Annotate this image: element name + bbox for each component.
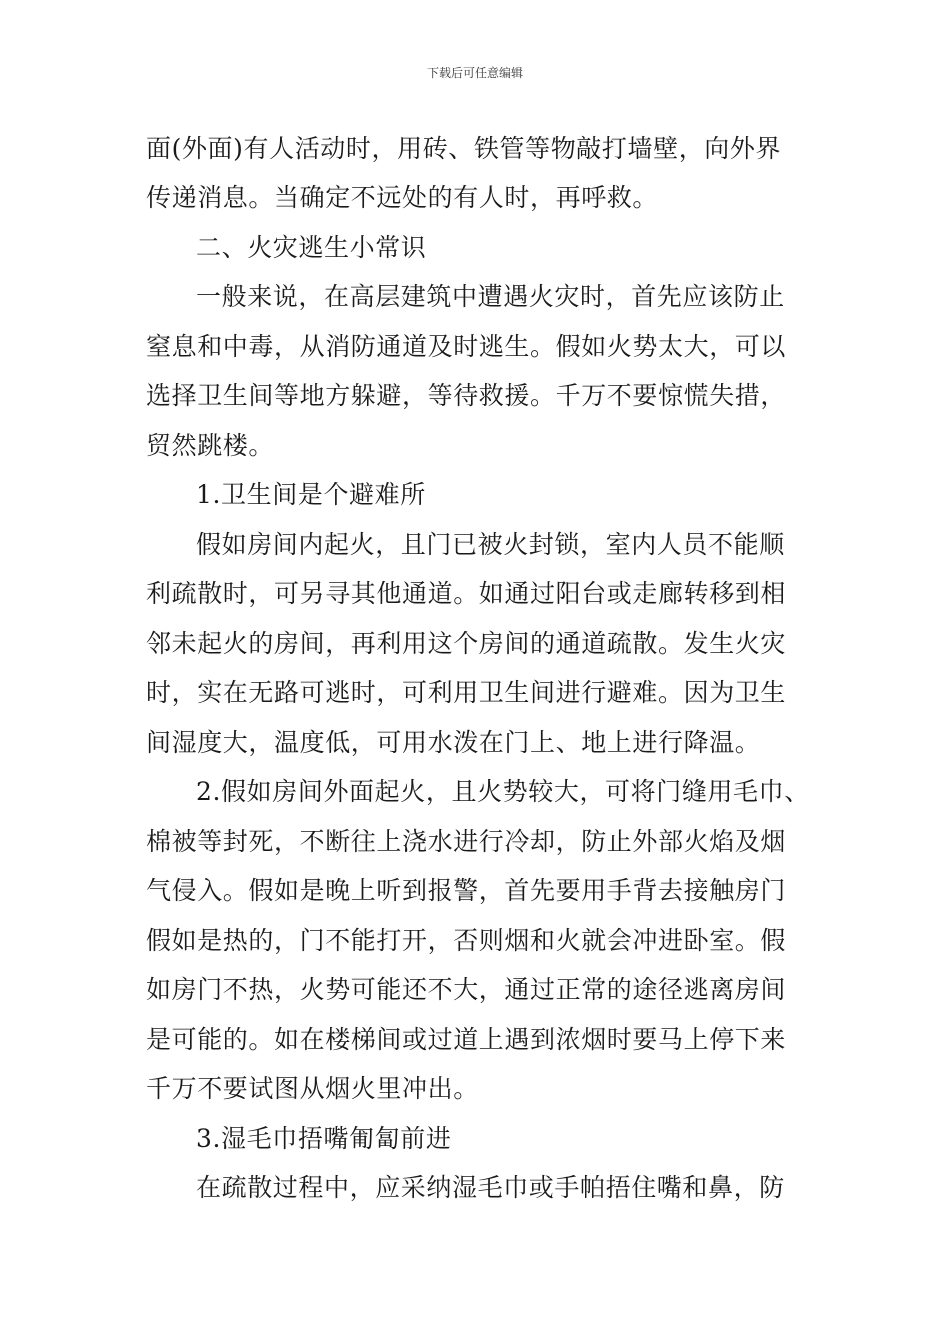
- body-line: 利疏散时，可另寻其他通道。如通过阳台或走廊转移到相: [146, 579, 787, 608]
- body-line: 传递消息。当确定不远处的有人时，再呼救。: [146, 183, 659, 212]
- body-line: 气侵入。假如是晚上听到报警，首先要用手背去接触房门: [146, 876, 787, 905]
- body-line: 选择卫生间等地方躲避，等待救援。千万不要惊慌失措，: [146, 381, 787, 410]
- body-line: 棉被等封死，不断往上浇水进行冷却，防止外部火焰及烟: [146, 827, 787, 856]
- subsection-heading: 3.湿毛巾捂嘴匍匐前进: [196, 1124, 452, 1153]
- body-line: 是可能的。如在楼梯间或过道上遇到浓烟时要马上停下来: [146, 1025, 787, 1054]
- body-line: 面(外面)有人活动时，用砖、铁管等物敲打墙壁，向外界: [146, 134, 782, 163]
- body-line: 假如是热的，门不能打开，否则烟和火就会冲进卧室。假: [146, 926, 787, 955]
- body-line: 假如房间内起火，且门已被火封锁，室内人员不能顺: [196, 530, 785, 559]
- body-line: 如房门不热，火势可能还不大，通过正常的途径逃离房间: [146, 975, 787, 1004]
- body-line: 一般来说，在高层建筑中遭遇火灾时，首先应该防止: [196, 282, 785, 311]
- body-line: 时，实在无路可逃时，可利用卫生间进行避难。因为卫生: [146, 678, 787, 707]
- body-line: 在疏散过程中，应采纳湿毛巾或手帕捂住嘴和鼻，防: [196, 1173, 785, 1202]
- subsection-heading: 1.卫生间是个避难所: [196, 480, 426, 509]
- body-line: 千万不要试图从烟火里冲出。: [146, 1074, 479, 1103]
- body-line: 贸然跳楼。: [146, 431, 275, 460]
- body-line: 窒息和中毒，从消防通道及时逃生。假如火势太大，可以: [146, 332, 787, 361]
- body-line: 邻未起火的房间，再利用这个房间的通道疏散。发生火灾: [146, 629, 787, 658]
- body-line: 2.假如房间外面起火，且火势较大，可将门缝用毛巾、: [196, 777, 810, 806]
- body-line: 间湿度大，温度低，可用水泼在门上、地上进行降温。: [146, 728, 761, 757]
- section-heading: 二、火灾逃生小常识: [196, 233, 427, 262]
- page-header: 下载后可任意编辑: [426, 66, 523, 80]
